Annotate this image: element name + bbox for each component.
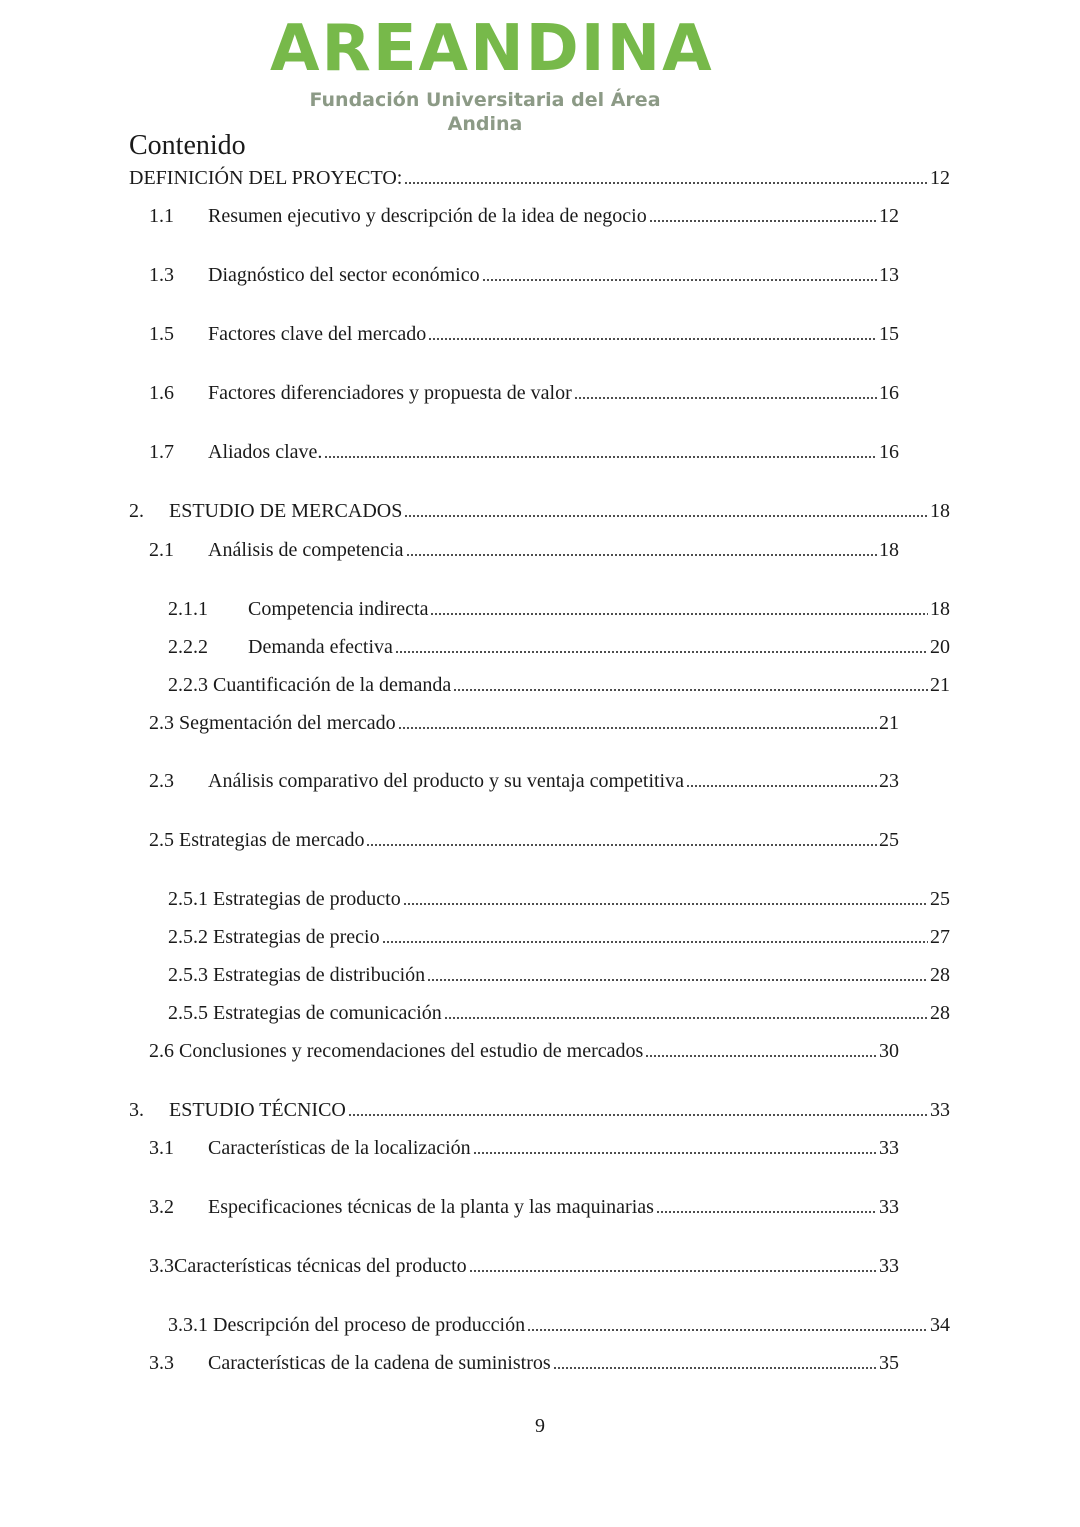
leader-dots [553, 1366, 877, 1370]
toc-entry-page: 34 [930, 1314, 950, 1336]
toc-entry[interactable] [168, 886, 950, 912]
toc-entry-page: 23 [879, 770, 899, 792]
leader-dots [645, 1054, 877, 1058]
leader-dots [324, 455, 877, 459]
leader-dots [427, 978, 928, 982]
toc-entry-number: 2. [129, 500, 144, 522]
toc-entry[interactable] [129, 165, 950, 191]
toc-entry-page: 21 [879, 712, 899, 734]
leader-dots [404, 514, 928, 518]
toc-entry-page: 13 [879, 264, 899, 286]
toc-entry-text: 2.5.2 Estrategias de precio [168, 926, 380, 948]
toc-entry-page: 18 [879, 539, 899, 561]
toc-entry-text: 2.2.3 Cuantificación de la demanda [168, 674, 452, 696]
leader-dots [403, 902, 928, 906]
toc-entry-page: 28 [930, 964, 950, 986]
logo-subtitle: Fundación Universitaria del Área Andina [309, 89, 661, 135]
toc-entry[interactable] [149, 439, 899, 465]
toc-entry-page: 12 [930, 167, 950, 189]
leader-dots [469, 1269, 877, 1273]
toc-entry-text: 2.5.3 Estrategias de distribución [168, 964, 426, 986]
leader-dots [430, 612, 928, 616]
toc-entry[interactable] [149, 1038, 899, 1064]
toc-entry-page: 21 [930, 674, 950, 696]
toc-entry-number: 1.3 [149, 264, 174, 286]
toc-entry-text: 3.3.1 Descripción del proceso de producción [168, 1314, 526, 1336]
leader-dots [453, 688, 928, 692]
leader-dots [406, 553, 878, 557]
leader-dots [482, 278, 877, 282]
toc-entry-page: 20 [930, 636, 950, 658]
toc-entry-text: DEFINICIÓN DEL PROYECTO: [129, 167, 403, 189]
toc-entry-page: 25 [879, 829, 899, 851]
toc-entry-text: Análisis comparativo del producto y su ventaja competitiva [208, 770, 684, 792]
toc-entry[interactable] [168, 672, 950, 698]
toc-entry[interactable] [168, 596, 950, 622]
toc-entry-text: 2.3 Segmentación del mercado [149, 712, 396, 734]
toc-entry-number: 3.2 [149, 1196, 174, 1218]
leader-dots [686, 784, 877, 788]
toc-entry-text: Competencia indirecta [248, 598, 429, 620]
toc-entry-page: 33 [879, 1255, 899, 1277]
toc-entry-page: 35 [879, 1352, 899, 1374]
toc-entry-number: 2.1 [149, 539, 174, 561]
toc-entry-text: Aliados clave. [208, 441, 323, 463]
toc-entry[interactable] [149, 380, 899, 406]
leader-dots [348, 1113, 928, 1117]
toc-entry-text: Análisis de competencia [208, 539, 404, 561]
toc-entry-text: ESTUDIO DE MERCADOS [169, 500, 403, 522]
toc-entry-page: 18 [930, 598, 950, 620]
toc-entry-number: 1.5 [149, 323, 174, 345]
toc-entry-page: 33 [930, 1099, 950, 1121]
toc-entry[interactable] [168, 1000, 950, 1026]
toc-entry-text: 2.6 Conclusiones y recomendaciones del estudio de mercados [149, 1040, 644, 1062]
toc-entry[interactable] [168, 962, 950, 988]
toc-entry[interactable] [149, 537, 899, 563]
toc-entry[interactable] [149, 262, 899, 288]
toc-entry-text: Factores clave del mercado [208, 323, 427, 345]
leader-dots [649, 219, 877, 223]
toc-entry-text: Resumen ejecutivo y descripción de la idea de negocio [208, 205, 647, 227]
toc-entry-number: 3.1 [149, 1137, 174, 1159]
toc-entry[interactable] [129, 1097, 950, 1123]
leader-dots [366, 843, 877, 847]
toc-entry-number: 1.6 [149, 382, 174, 404]
toc-entry-number: 1.1 [149, 205, 174, 227]
toc-entry[interactable] [149, 827, 899, 853]
toc-entry[interactable] [149, 768, 899, 794]
toc-entry-number: 1.7 [149, 441, 174, 463]
toc-entry-page: 16 [879, 441, 899, 463]
page-number: 9 [535, 1415, 545, 1437]
toc-entry-page: 30 [879, 1040, 899, 1062]
leader-dots [395, 650, 928, 654]
toc-entry-text: 2.5.5 Estrategias de comunicación [168, 1002, 442, 1024]
toc-entry-text: 2.5.1 Estrategias de producto [168, 888, 401, 910]
logo-wordmark: AREANDINA [270, 12, 714, 86]
toc-entry[interactable] [168, 924, 950, 950]
toc-entry-page: 28 [930, 1002, 950, 1024]
toc-entry-page: 25 [930, 888, 950, 910]
toc-entry-text: Características de la localización [208, 1137, 471, 1159]
toc-entry[interactable] [168, 634, 950, 660]
toc-entry-number: 2.3 [149, 770, 174, 792]
toc-entry[interactable] [149, 1350, 899, 1376]
toc-entry[interactable] [149, 203, 899, 229]
toc-entry-text: Demanda efectiva [248, 636, 393, 658]
areandina-logo [270, 12, 714, 135]
leader-dots [398, 726, 877, 730]
toc-entry-number: 3.3 [149, 1352, 174, 1374]
toc-entry-page: 12 [879, 205, 899, 227]
leader-dots [444, 1016, 928, 1020]
toc-entry-number: 2.1.1 [168, 598, 208, 620]
toc-entry-page: 33 [879, 1137, 899, 1159]
leader-dots [404, 181, 928, 185]
toc-entry[interactable] [149, 321, 899, 347]
leader-dots [527, 1328, 928, 1332]
toc-entry[interactable] [149, 1135, 899, 1161]
toc-entry-page: 16 [879, 382, 899, 404]
toc-entry[interactable] [149, 710, 899, 736]
toc-entry-text: Especificaciones técnicas de la planta y las maquinarias [208, 1196, 654, 1218]
toc-entry-text: Factores diferenciadores y propuesta de valor [208, 382, 572, 404]
toc-entry-page: 33 [879, 1196, 899, 1218]
toc-entry-page: 27 [930, 926, 950, 948]
toc-entry-number: 3. [129, 1099, 144, 1121]
toc-entry-text: ESTUDIO TÉCNICO [169, 1099, 346, 1121]
leader-dots [382, 940, 928, 944]
toc-entry-number: 2.2.2 [168, 636, 208, 658]
toc-entry[interactable] [168, 1312, 950, 1338]
toc-heading: Contenido [129, 130, 246, 161]
toc-entry[interactable] [149, 1253, 899, 1279]
leader-dots [574, 396, 877, 400]
toc-entry[interactable] [149, 1194, 899, 1220]
leader-dots [656, 1210, 877, 1214]
toc-entry-page: 15 [879, 323, 899, 345]
leader-dots [428, 337, 877, 341]
toc-entry-text: Características de la cadena de suministros [208, 1352, 551, 1374]
leader-dots [473, 1151, 877, 1155]
toc-entry-text: 3.3Características técnicas del producto [149, 1255, 467, 1277]
toc-entry-page: 18 [930, 500, 950, 522]
toc-entry-text: Diagnóstico del sector económico [208, 264, 480, 286]
toc-entry-text: 2.5 Estrategias de mercado [149, 829, 365, 851]
toc-entry[interactable] [129, 498, 950, 524]
